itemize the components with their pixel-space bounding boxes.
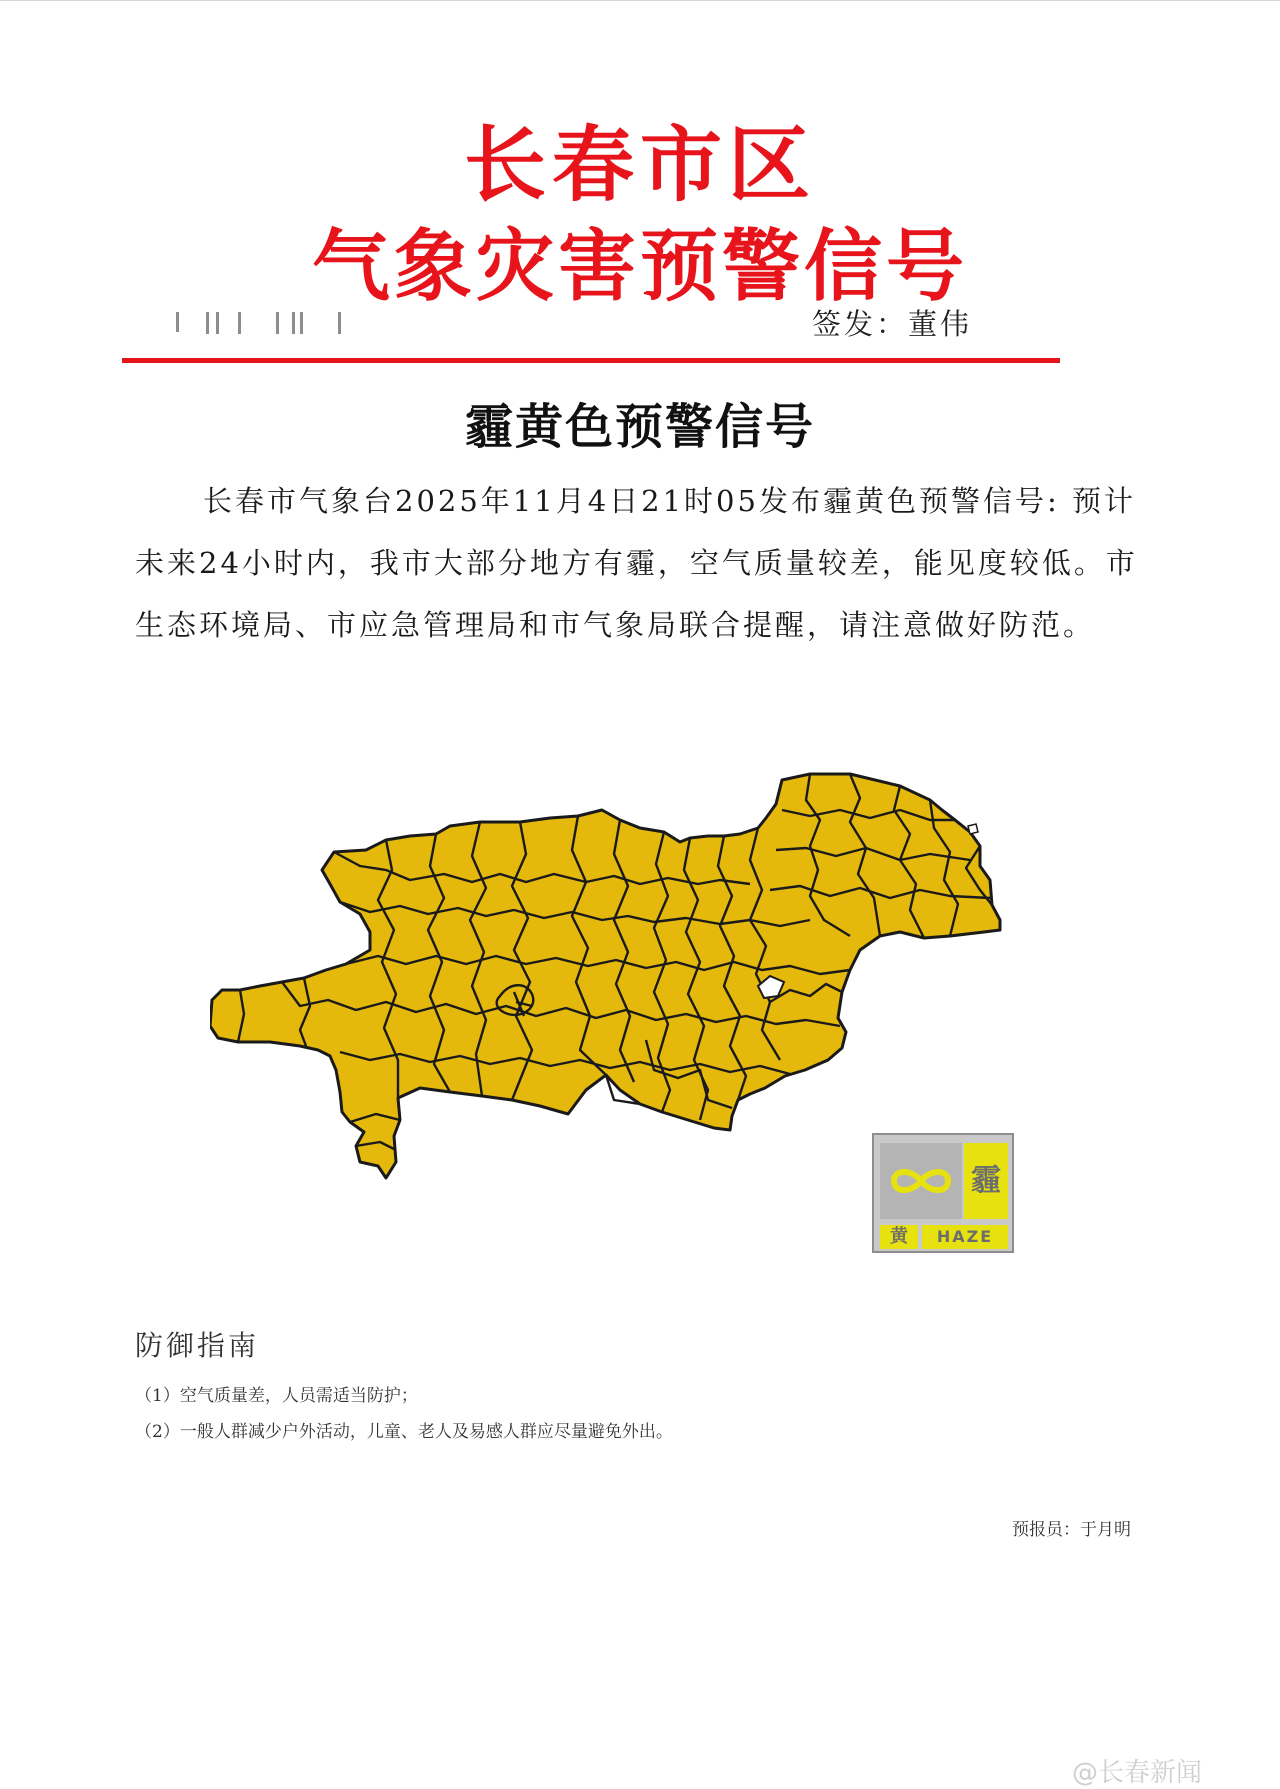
signal-heading: 霾黄色预警信号 — [464, 399, 815, 455]
guide-item: （2）一般人群减少户外活动，儿童、老人及易感人群应尽量避免外出。 — [135, 1422, 673, 1442]
source-watermark: @长春新闻 — [1072, 1758, 1203, 1788]
sign-word-haze: HAZE — [922, 1225, 1008, 1249]
forecaster-name: 预报员：于月明 — [1012, 1520, 1131, 1540]
top-border — [0, 0, 1280, 1]
title-city: 长春市区 — [463, 118, 816, 213]
sign-symbol-panel — [880, 1143, 962, 1219]
map-unmarked-corner — [968, 824, 978, 834]
defense-guide-title: 防御指南 — [135, 1329, 260, 1362]
guide-item: （1）空气质量差，人员需适当防护； — [135, 1386, 418, 1406]
infinity-icon — [880, 1143, 962, 1219]
sign-char-haze: 霾 — [964, 1143, 1008, 1219]
issuer-signature: 签发：董伟 — [812, 307, 973, 341]
doc-number-redacted — [172, 308, 347, 338]
warning-body-text: 长春市气象台2025年11月4日21时05发布霾黄色预警信号: 预计未来24小时内，我市大部分地方有霾，空气质量较差，能见度较低。市生态环境局、市应急管理局和市气象局联合提醒，请注意做好防范。 — [135, 484, 1138, 642]
sign-level-yellow: 黄 — [880, 1225, 918, 1249]
haze-yellow-sign — [872, 1133, 1014, 1253]
map-region-fill — [210, 774, 1000, 1178]
red-divider — [122, 358, 1060, 363]
defense-guide-list — [135, 1378, 673, 1450]
title-warning-signal: 气象灾害预警信号 — [311, 222, 968, 312]
